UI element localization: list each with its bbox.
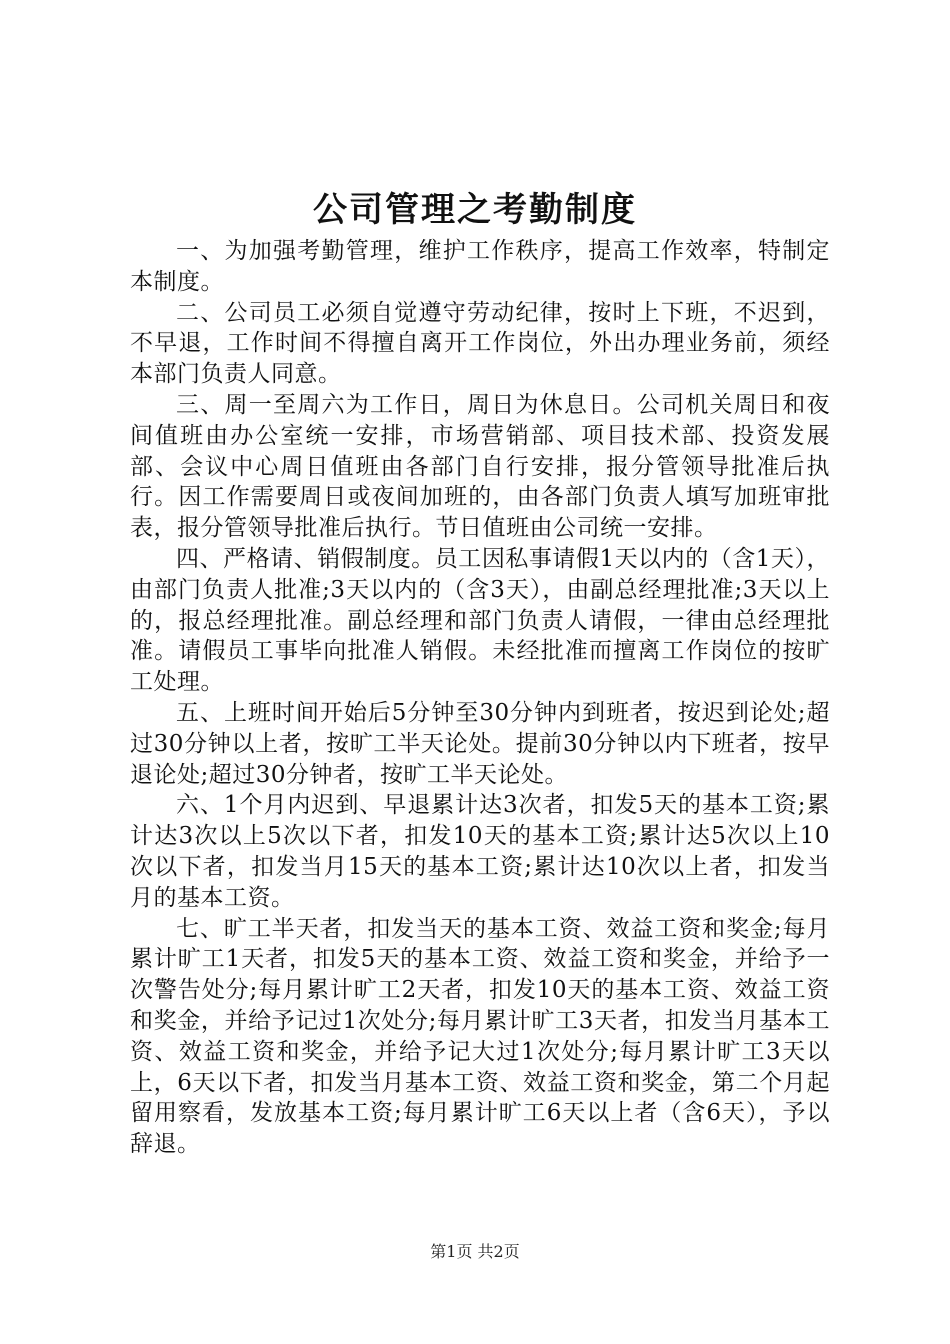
document-title: 公司管理之考勤制度	[313, 190, 637, 230]
document-body	[130, 236, 830, 1160]
paragraph-5: 五、上班时间开始后5分钟至30分钟内到班者，按迟到论处;超过30分钟以上者，按旷工半天论处。提前30分钟以内下班者，按早退论处;超过30分钟者，按旷工半天论处。	[130, 699, 830, 788]
page-number-footer: 第1页 共2页	[430, 1242, 520, 1261]
paragraph-4: 四、严格请、销假制度。员工因私事请假1天以内的（含1天），由部门负责人批准;3天以内的（含3天），由副总经理批准;3天以上的，报总经理批准。副总经理和部门负责人请假，一律由总经理批准。请假员工事毕向批准人销假。未经批准而擅离工作岗位的按旷工处理。	[130, 545, 830, 696]
paragraph-6: 六、1个月内迟到、早退累计达3次者，扣发5天的基本工资;累计达3次以上5次以下者，扣发10天的基本工资;累计达5次以上10次以下者，扣发当月15天的基本工资;累计达10次以上者，扣发当月的基本工资。	[130, 792, 830, 911]
paragraph-1: 一、为加强考勤管理，维护工作秩序，提高工作效率，特制定本制度。	[130, 238, 830, 295]
paragraph-7: 七、旷工半天者，扣发当天的基本工资、效益工资和奖金;每月累计旷工1天者，扣发5天的基本工资、效益工资和奖金，并给予一次警告处分;每月累计旷工2天者，扣发10天的基本工资、效益工资和奖金，并给予记过1次处分;每月累计旷工3天者，扣发当月基本工资、效益工资和奖金，并给予记大过1次处分;每月累计旷工3天以上，6天以下者，扣发当月基本工资、效益工资和奖金，第二个月起留用察看，发放基本工资;每月累计旷工6天以上者（含6天），予以辞退。	[130, 915, 831, 1158]
paragraph-3: 三、周一至周六为工作日，周日为休息日。公司机关周日和夜间值班由办公室统一安排，市场营销部、项目技术部、投资发展部、会议中心周日值班由各部门自行安排，报分管领导批准后执行。因工作需要周日或夜间加班的，由各部门负责人填写加班审批表，报分管领导批准后执行。节日值班由公司统一安排。	[130, 391, 830, 542]
paragraph-2: 二、公司员工必须自觉遵守劳动纪律，按时上下班，不迟到，不早退，工作时间不得擅自离开工作岗位，外出办理业务前，须经本部门负责人同意。	[130, 299, 830, 388]
